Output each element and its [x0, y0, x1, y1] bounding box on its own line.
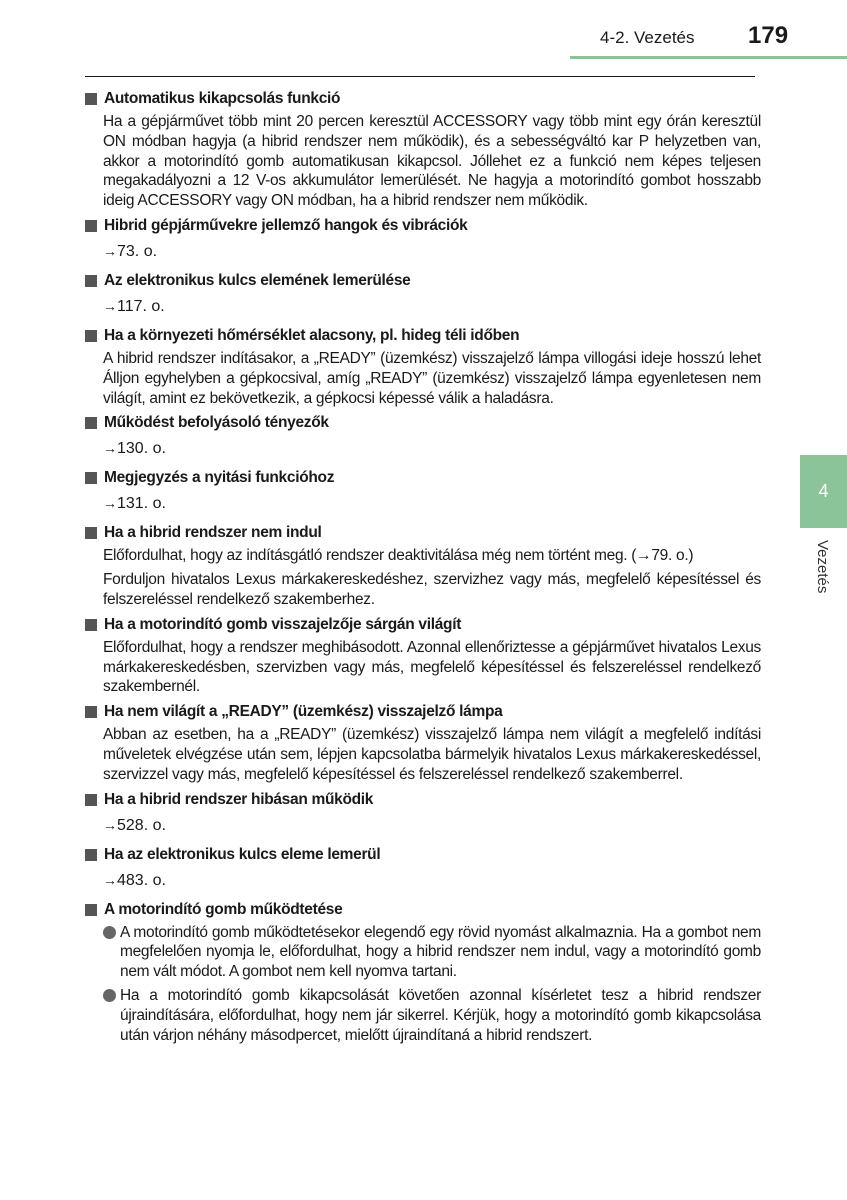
section-paragraph: Ha a gépjárművet több mint 20 percen keresztül ACCESSORY vagy több mint egy órán keresztül ON módban hagyja (a hibrid rendszer nem működik), és a sebességváltó kar P helyzetben van, akkor a motorindító gomb automatikusan kikapcsol. Jóllehet ez a funkció nem képes teljesen megakadályozni a 12 V-os akkumulátor lemerülését. Ne hagyja a motorindító gombot hosszabb ideig ACCESSORY vagy ON módban, ha a hibrid rendszer nem működik. — [103, 113, 761, 210]
list-item: Ha a motorindító gomb kikapcsolását követően azonnal kísérletet tesz a hibrid rendszer újraindítására, előfordulhat, hogy nem jár sikerrel. Kérjük, hogy a motorindító gomb kikapcsolása után várjon néhány másodpercet, mielőtt újraindítaná a hibrid rendszert. — [103, 986, 761, 1045]
section-heading: Működést befolyásoló tényezők — [104, 414, 329, 432]
section-paragraph: Forduljon hivatalos Lexus márkakereskedéshez, szervizhez vagy más, megfelelő képesítéssel és felszereléssel rendelkező szakemberhez. — [103, 571, 761, 608]
page-reference[interactable]: →483. o. — [103, 871, 166, 889]
square-bullet-icon — [85, 472, 97, 484]
square-bullet-icon — [85, 93, 97, 105]
section-paragraph: Előfordulhat, hogy a rendszer meghibásodott. Azonnal ellenőriztesse a gépjárművet hivatalos Lexus márkakereskedésben, szervizben vagy más, megfelelő képesítéssel és felszereléssel rendelkező szakembernél. — [103, 638, 761, 696]
section-heading: Automatikus kikapcsolás funkció — [104, 90, 341, 107]
section-heading: Az elektronikus kulcs elemének lemerülése — [104, 271, 411, 289]
page-reference[interactable]: →130. o. — [103, 440, 166, 458]
square-bullet-icon — [85, 904, 97, 916]
section-heading: Ha a hibrid rendszer nem indul — [104, 524, 322, 542]
section-heading: A motorindító gomb működtetése — [104, 900, 343, 918]
page-reference[interactable]: →528. o. — [103, 816, 166, 834]
section-heading: Hibrid gépjárművekre jellemző hangok és vibrációk — [104, 216, 468, 234]
arrow-right-icon: → — [103, 495, 117, 512]
section-key-battery-dead — [85, 844, 761, 893]
arrow-right-icon: → — [103, 816, 117, 833]
square-bullet-icon — [85, 417, 97, 429]
section-heading: Ha az elektronikus kulcs eleme lemerül — [104, 845, 381, 863]
header-divider — [85, 76, 755, 77]
section-paragraph: Előfordulhat, hogy az indításgátló rendszer deaktivitálása még nem történt meg. (→79. o.) — [103, 547, 694, 565]
page-reference[interactable]: →131. o. — [103, 495, 166, 513]
chapter-label: Vezetés — [814, 540, 831, 594]
circle-bullet-icon — [103, 989, 116, 1002]
page-content — [85, 88, 761, 1049]
arrow-right-icon: → — [103, 242, 117, 259]
section-key-battery — [85, 270, 761, 319]
square-bullet-icon — [85, 275, 97, 287]
square-bullet-icon — [85, 706, 97, 718]
section-cold — [85, 325, 761, 408]
section-sounds — [85, 215, 761, 264]
section-button-operation — [85, 899, 761, 1046]
section-heading: Ha a motorindító gomb visszajelzője sárgán világít — [104, 615, 462, 633]
section-amber-indicator — [85, 614, 761, 697]
square-bullet-icon — [85, 330, 97, 342]
arrow-right-icon: → — [103, 297, 117, 314]
section-no-start — [85, 522, 761, 609]
section-opening-note — [85, 467, 761, 516]
header-accent-bar — [570, 56, 847, 59]
circle-bullet-icon — [103, 926, 116, 939]
section-paragraph: Abban az esetben, ha a „READY” (üzemkész) visszajelző lámpa nem világít a megfelelő indítási műveletek elvégzése után sem, lépjen kapcsolatba bármelyik hivatalos Lexus márkakereskedéssel, szervizzel vagy más, megfelelő képesítéssel és felszereléssel rendelkező szakemberrel. — [103, 726, 761, 783]
page-reference[interactable]: →73. o. — [103, 242, 158, 260]
square-bullet-icon — [85, 527, 97, 539]
arrow-right-icon: → — [103, 440, 117, 457]
section-heading: Ha a hibrid rendszer hibásan működik — [104, 790, 374, 808]
section-ready-off — [85, 701, 761, 784]
chapter-tab[interactable] — [800, 455, 847, 528]
page-number: 179 — [748, 22, 789, 49]
square-bullet-icon — [85, 619, 97, 631]
section-paragraph: A hibrid rendszer indításakor, a „READY” (üzemkész) visszajelző lámpa villogási ideje hosszú lehet Álljon egyhelyben a gépkocsival, amíg „READY” (üzemkész) visszajelző lámpa egyenletesen nem világít, amint ez bekövetkezik, a gépkocsi képessé válik a haladásra. — [103, 349, 761, 407]
section-heading: Ha nem világít a „READY” (üzemkész) visszajelző lámpa — [104, 703, 503, 721]
section-auto-off — [85, 88, 761, 211]
section-malfunction — [85, 789, 761, 838]
section-heading: Megjegyzés a nyitási funkcióhoz — [104, 469, 335, 487]
page-reference[interactable]: →117. o. — [103, 297, 165, 315]
square-bullet-icon — [85, 220, 97, 232]
section-factors — [85, 412, 761, 461]
section-title: 4-2. Vezetés — [600, 28, 695, 47]
chapter-number: 4 — [818, 481, 829, 501]
square-bullet-icon — [85, 849, 97, 861]
arrow-right-icon: → — [103, 871, 117, 888]
square-bullet-icon — [85, 794, 97, 806]
section-heading: Ha a környezeti hőmérséklet alacsony, pl. hideg téli időben — [104, 326, 520, 344]
list-item: A motorindító gomb működtetésekor elegendő egy rövid nyomást alkalmaznia. Ha a gombot nem megfelelően nyomja le, előfordulhat, hogy a hibrid rendszer nem indul, vagy a motorindító gomb nem vált módot. A gombot nem kell nyomva tartani. — [103, 923, 761, 982]
